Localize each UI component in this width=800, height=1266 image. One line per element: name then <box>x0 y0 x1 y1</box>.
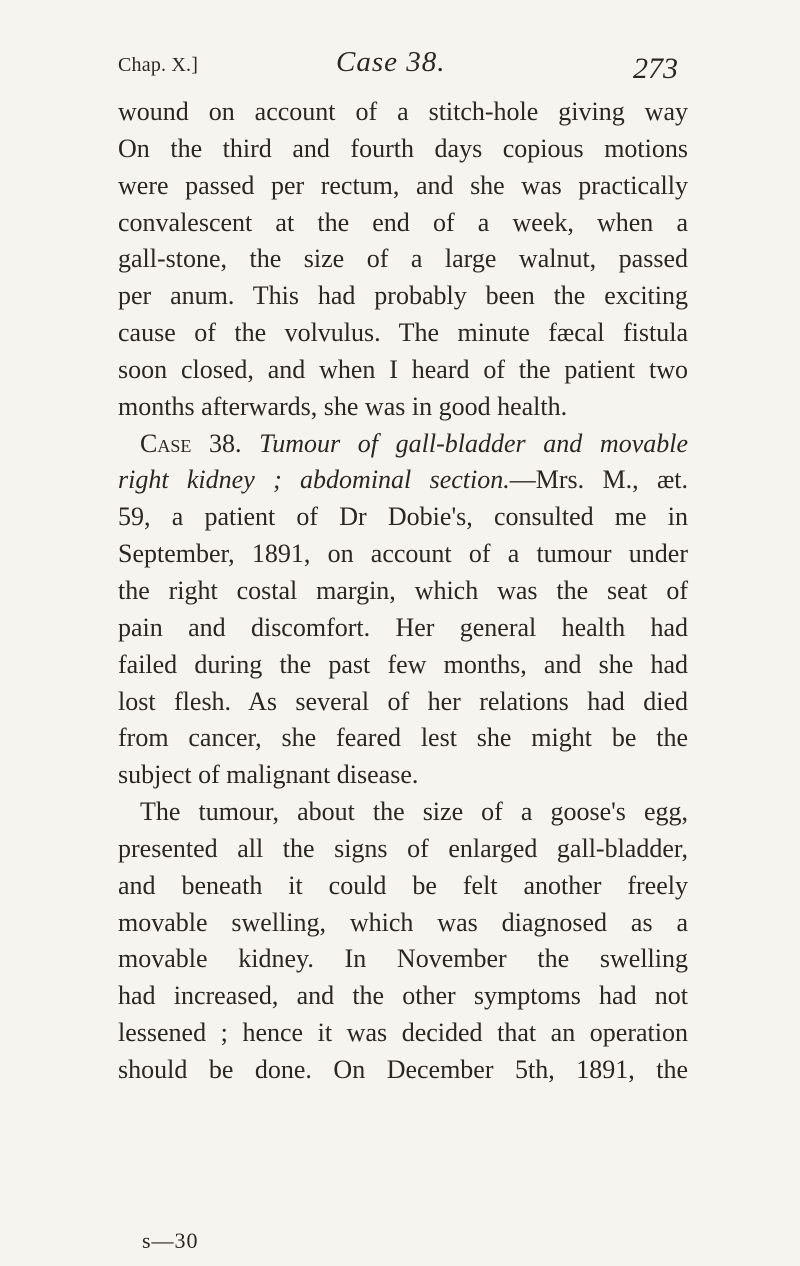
text-line: from cancer, she feared lest she might be the <box>118 723 688 753</box>
text-line: had increased, and the other symptoms had not <box>118 981 688 1011</box>
chapter-reference: Chap. X.] <box>118 54 199 76</box>
case-heading: Case 38. <box>336 46 446 78</box>
signature-mark: s—30 <box>142 1228 199 1253</box>
text-line: cause of the volvulus. The minute fæcal fistula <box>118 318 688 348</box>
case-title-line <box>118 462 688 499</box>
case-title-line <box>118 426 688 463</box>
text-line: should be done. On December 5th, 1891, the <box>118 1054 688 1084</box>
text-line: the right costal margin, which was the seat of <box>118 575 688 605</box>
text-line: months afterwards, she was in good health. <box>118 391 568 421</box>
text-line: subject of malignant disease. <box>118 760 419 790</box>
case-title: Tumour of gall-bladder and movable <box>259 428 688 458</box>
text-line: wound on account of a stitch-hole giving way <box>118 97 688 126</box>
case-title-continued: right kidney ; abdominal section. <box>118 465 510 495</box>
text-line: presented all the signs of enlarged gall-bladder, <box>118 833 688 863</box>
text-line: pain and discomfort. Her general health had <box>118 612 688 642</box>
running-head <box>118 46 678 86</box>
text-line: were passed per rectum, and she was practically <box>118 170 688 200</box>
text-line: and beneath it could be felt another freely <box>118 870 688 900</box>
text-line: lost flesh. As several of her relations had died <box>118 686 688 716</box>
text-line: per anum. This had probably been the exciting <box>118 281 688 311</box>
case-label: Case 38. <box>140 428 242 458</box>
text-line: September, 1891, on account of a tumour under <box>118 539 688 569</box>
text-line: movable kidney. In November the swelling <box>118 944 688 974</box>
text-line: On the third and fourth days copious motions <box>118 133 688 163</box>
body-text <box>118 94 688 1089</box>
text-line: The tumour, about the size of a goose's egg, <box>140 797 688 827</box>
text-line: soon closed, and when I heard of the patient two <box>118 354 688 384</box>
text-line: movable swelling, which was diagnosed as a <box>118 907 688 937</box>
text-line: lessened ; hence it was decided that an operation <box>118 1018 688 1048</box>
text-line: gall-stone, the size of a large walnut, passed <box>118 244 688 274</box>
case-patient: —Mrs. M., æt. <box>509 465 689 495</box>
page-number: 273 <box>633 52 678 85</box>
text-line: 59, a patient of Dr Dobie's, consulted me in <box>118 502 688 532</box>
text-line: convalescent at the end of a week, when a <box>118 207 688 237</box>
text-line: failed during the past few months, and she had <box>118 649 688 679</box>
